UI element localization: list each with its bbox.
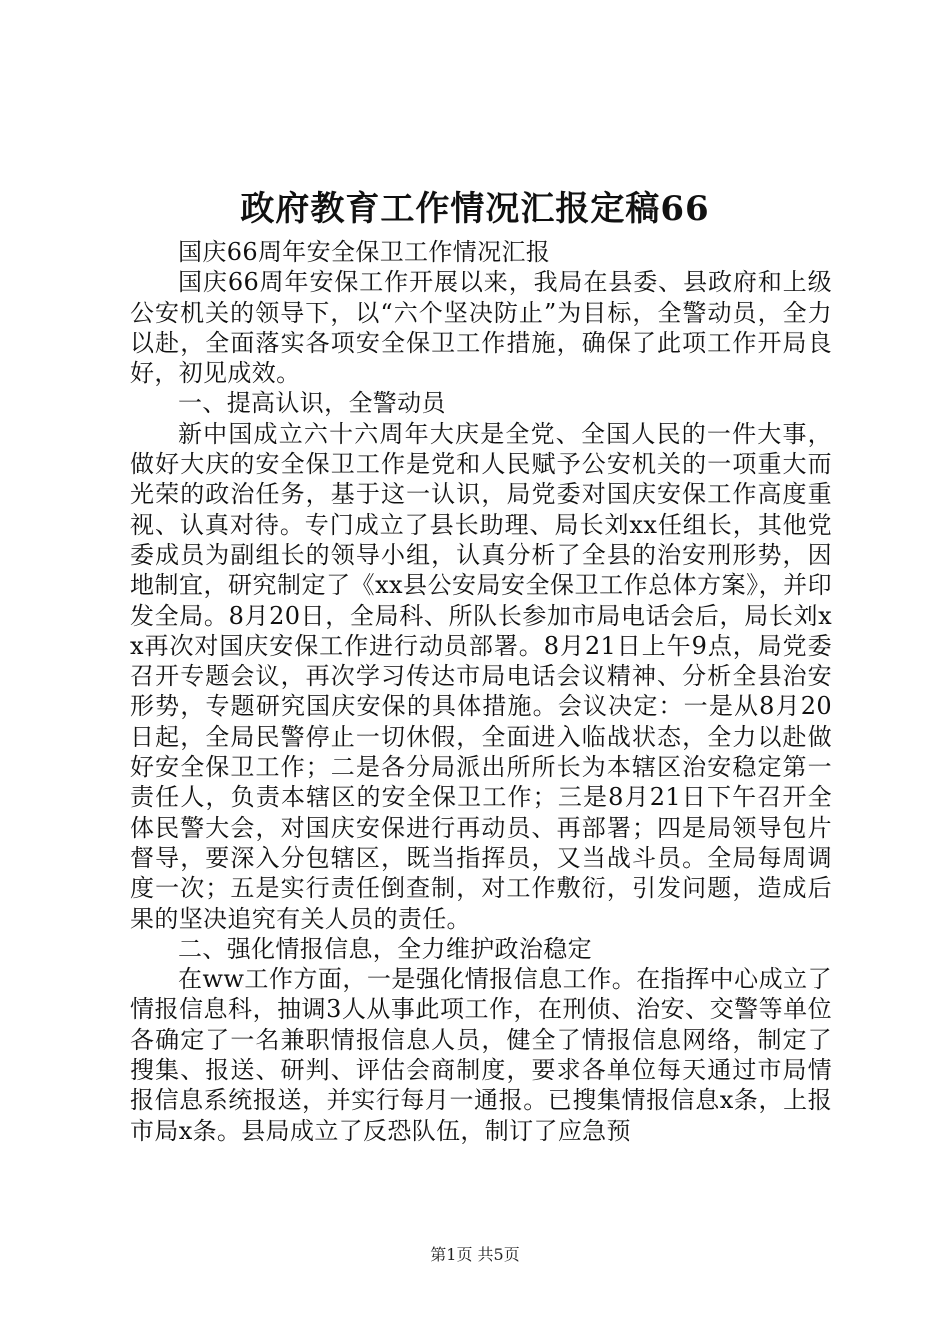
intro-paragraph: 国庆66周年安保工作开展以来，我局在县委、县政府和上级公安机关的领导下，以“六个坚决防止”为目标，全警动员，全力以赴，全面落实各项安全保卫工作措施，确保了此项工作开局良好，初见成效。 (130, 268, 832, 388)
section-1-heading: 一、提高认识，全警动员 (178, 389, 446, 418)
report-subtitle: 国庆66周年安全保卫工作情况汇报 (178, 238, 551, 266)
document-title: 政府教育工作情况汇报定稿66 (240, 189, 710, 229)
section-1-paragraph: 新中国成立六十六周年大庆是全党、全国人民的一件大事，做好大庆的安全保卫工作是党和人民赋予公安机关的一项重大而光荣的政治任务，基于这一认识，局党委对国庆安保工作高度重视、认真对待。专门成立了县长助理、局长刘xx任组长，其他党委成员为副组长的领导小组，认真分析了全县的治安刑形势，因地制宜，研究制定了《xx县公安局安全保卫工作总体方案》，并印发全局。8月20日，全局科、所队长参加市局电话会后，局长刘xx再次对国庆安保工作进行动员部署。8月21日上午9点，局党委召开专题会议，再次学习传达市局电话会议精神、分析全县治安形势，专题研究国庆安保的具体措施。会议决定：一是从8月20日起，全局民警停止一切休假，全面进入临战状态，全力以赴做好安全保卫工作；二是各分局派出所所长为本辖区治安稳定第一责任人，负责本辖区的安全保卫工作；三是8月21日下午召开全体民警大会，对国庆安保进行再动员、再部署；四是局领导包片督导，要深入分包辖区，既当指挥员，又当战斗员。全局每周调度一次；五是实行责任倒查制，对工作敷衍，引发问题，造成后果的坚决追究有关人员的责任。 (130, 419, 832, 933)
section-2-heading: 二、强化情报信息，全力维护政治稳定 (178, 934, 592, 963)
document-body (130, 237, 832, 1146)
page-number-footer: 第1页 共5页 (430, 1245, 520, 1264)
section-2-paragraph: 在ww工作方面，一是强化情报信息工作。在指挥中心成立了情报信息科，抽调3人从事此项工作，在刑侦、治安、交警等单位各确定了一名兼职情报信息人员，健全了情报信息网络，制定了搜集、报送、研判、评估会商制度，要求各单位每天通过市局情报信息系统报送，并实行每月一通报。已搜集情报信息x条，上报市局x条。县局成立了反恐队伍，制订了应急预 (130, 965, 832, 1145)
